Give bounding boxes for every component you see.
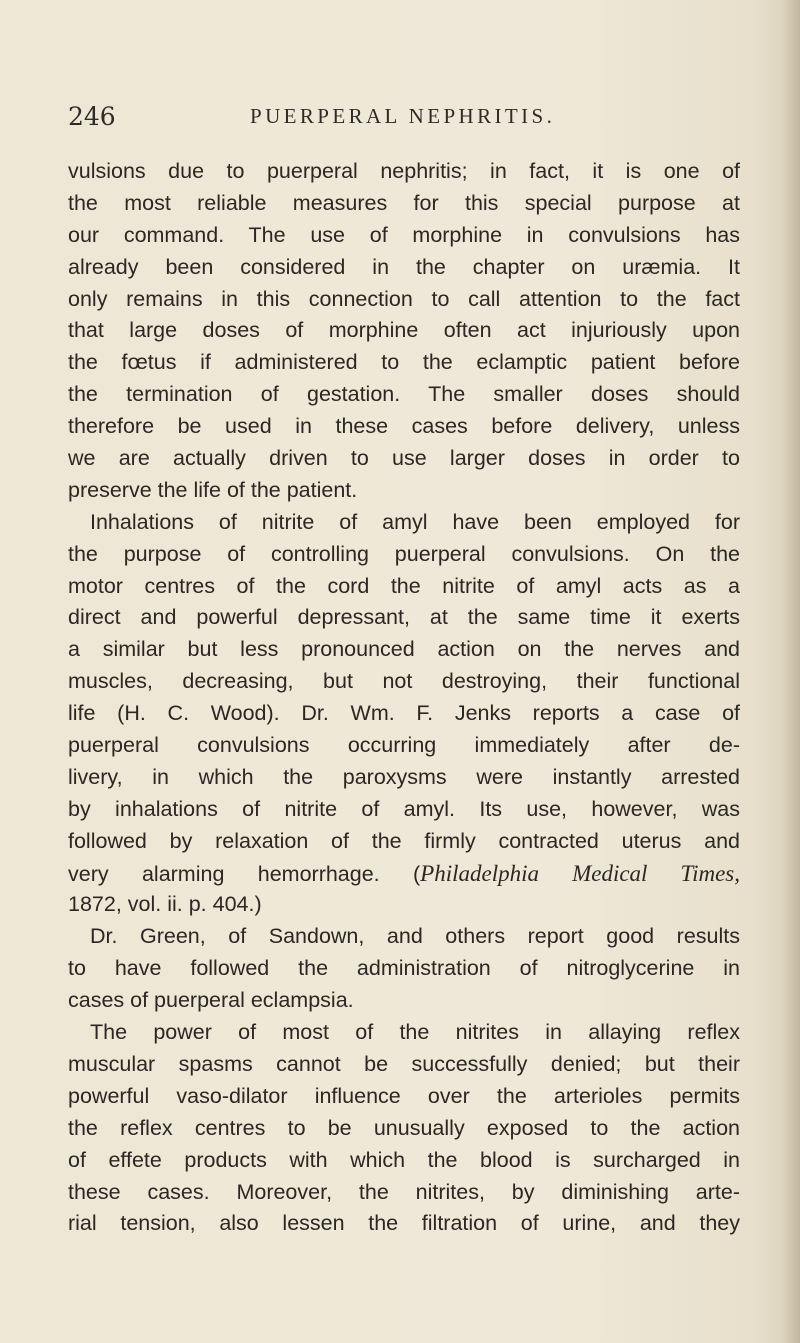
text-line: puerperal convulsions occurring immediately after de- [68, 733, 740, 758]
text-line: 1872, vol. ii. p. 404.) [68, 892, 262, 917]
page-edge-shadow [782, 0, 800, 1343]
text-line: only remains in this connection to call attention to the fact [68, 286, 740, 311]
text-line: vulsions due to puerperal nephritis; in fact, it is one of [68, 159, 740, 183]
journal-title: Philadelphia Medical Times, [420, 860, 740, 886]
text-line: by inhalations of nitrite of amyl. Its use, however, was [68, 796, 740, 821]
text-line: muscular spasms cannot be successfully denied; but their [68, 1051, 740, 1076]
body-text [68, 156, 740, 1240]
page-number: 246 [68, 102, 116, 131]
page-header [68, 100, 728, 140]
text-line: preserve the life of the patient. [68, 477, 358, 502]
text-line: already been considered in the chapter on uræmia. It [68, 254, 740, 279]
text-line: rial tension, also lessen the filtration of urine, and they [68, 1211, 740, 1236]
running-head: PUERPERAL NEPHRITIS. [250, 104, 556, 128]
text-line: Dr. Green, of Sandown, and others report good results [90, 924, 740, 949]
text-line: life (H. C. Wood). Dr. Wm. F. Jenks reports a case of [68, 701, 740, 726]
text-line: our command. The use of morphine in convulsions has [68, 222, 740, 247]
text-line: a similar but less pronounced action on the nerves and [68, 637, 740, 662]
citation-prefix: very alarming hemorrhage. ( [68, 861, 421, 886]
text-line: of effete products with which the blood is surcharged in [68, 1147, 740, 1172]
text-line: that large doses of morphine often act injuriously upon [68, 318, 740, 343]
text-line: powerful vaso-dilator influence over the arterioles permits [68, 1083, 740, 1108]
text-line: to have followed the administration of nitroglycerine in [68, 956, 740, 981]
text-line: The power of most of the nitrites in allaying reflex [90, 1020, 740, 1045]
text-line: the termination of gestation. The smaller doses should [68, 382, 740, 407]
text-line: direct and powerful depressant, at the same time it exerts [68, 605, 740, 630]
text-line: we are actually driven to use larger doses in order to [68, 446, 740, 471]
text-line: muscles, decreasing, but not destroying, their functional [68, 669, 740, 694]
text-line: the fœtus if administered to the eclamptic patient before [68, 350, 740, 375]
text-line: the purpose of controlling puerperal convulsions. On the [68, 541, 740, 566]
citation-line [68, 858, 740, 890]
text-line: therefore be used in these cases before delivery, unless [68, 414, 740, 439]
text-line: followed by relaxation of the firmly contracted uterus and [68, 828, 740, 853]
text-line: the most reliable measures for this special purpose at [68, 190, 740, 215]
text-line: these cases. Moreover, the nitrites, by diminishing arte- [68, 1179, 740, 1204]
text-line: Inhalations of nitrite of amyl have been employed for [90, 509, 740, 534]
text-line: livery, in which the paroxysms were instantly arrested [68, 764, 740, 789]
text-line: cases of puerperal eclampsia. [68, 988, 354, 1013]
text-line: motor centres of the cord the nitrite of amyl acts as a [68, 573, 740, 598]
text-line: the reflex centres to be unusually exposed to the action [68, 1115, 740, 1140]
